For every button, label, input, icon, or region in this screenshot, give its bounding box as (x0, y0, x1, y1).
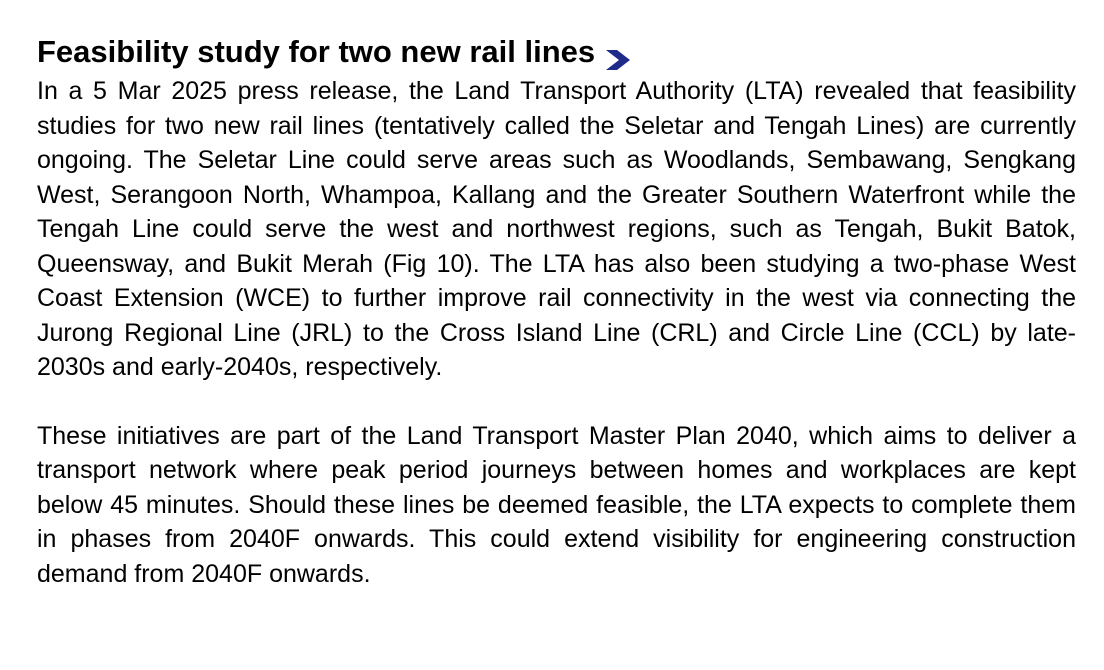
paragraph-feasibility-studies: In a 5 Mar 2025 press release, the Land Transport Authority (LTA) revealed that feasibility studies for two new rail lines (tentatively called the Seletar and Tengah Lines) are currently ongoing. The Seletar Line could serve areas such as Woodlands, Sembawang, Sengkang West, Serangoon North, Whampoa, Kallang and the Greater Southern Waterfront while the Tengah Line could serve the west and northwest regions, such as Tengah, Bukit Batok, Queensway, and Bukit Merah (Fig 10). The LTA has also been studying a two-phase West Coast Extension (WCE) to further improve rail connectivity in the west via connecting the Jurong Regional Line (JRL) to the Cross Island Line (CRL) and Circle Line (CCL) by late-2030s and early-2040s, respectively. (37, 77, 1076, 381)
chevron-right-icon (603, 40, 633, 64)
section-heading-text: Feasibility study for two new rail lines (37, 34, 596, 69)
section-heading (37, 30, 1076, 74)
paragraph-master-plan: These initiatives are part of the Land Transport Master Plan 2040, which aims to deliver a transport network where peak period journeys between homes and workplaces are kept below 45 minutes. Should these lines be deemed feasible, the LTA expects to complete them in phases from 2040F onwards. This could extend visibility for engineering construction demand from 2040F onwards. (37, 421, 1076, 588)
